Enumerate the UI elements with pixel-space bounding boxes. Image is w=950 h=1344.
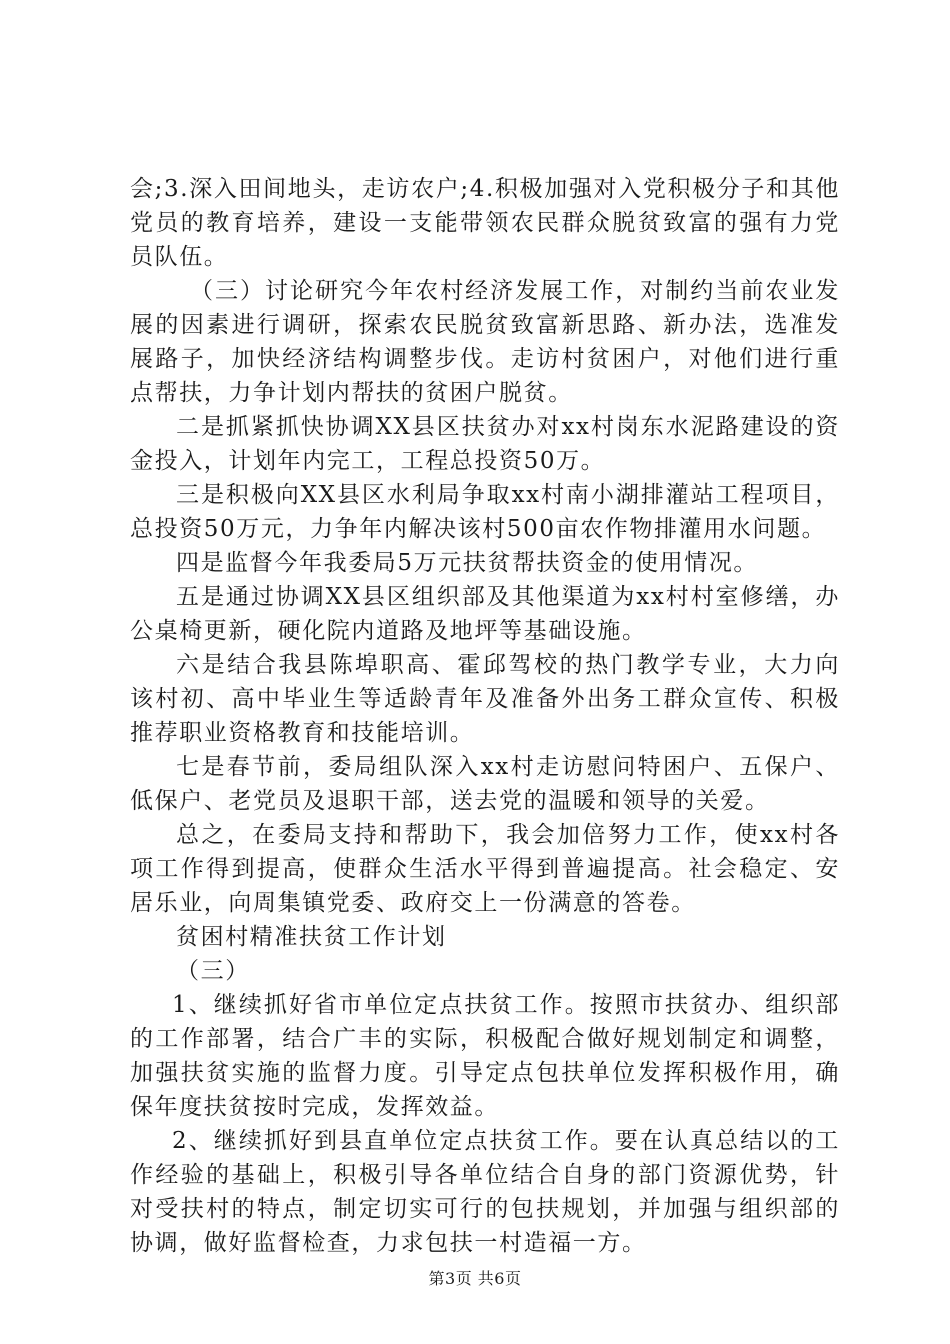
paragraph-section-three: （三）讨论研究今年农村经济发展工作，对制约当前农业发展的因素进行调研，探索农民脱贫致富新思路、新办法，选准发展路子，加快经济结构调整步伐。走访村贫困户，对他们进行重点帮扶，力争计划内帮扶的贫困户脱贫。 bbox=[130, 278, 840, 406]
paragraph-summary: 总之，在委局支持和帮助下，我会加倍努力工作，使xx村各项工作得到提高，使群众生活水平得到普遍提高。社会稳定、安居乐业，向周集镇党委、政府交上一份满意的答卷。 bbox=[130, 822, 840, 916]
paragraph-item-four: 四是监督今年我委局5万元扶贫帮扶资金的使用情况。 bbox=[176, 550, 759, 576]
paragraph-item-three: 三是积极向XX县区水利局争取xx村南小湖排灌站工程项目，总投资50万元，力争年内解决该村500亩农作物排灌用水问题。 bbox=[130, 482, 840, 542]
paragraph-point-one: 1、继续抓好省市单位定点扶贫工作。按照市扶贫办、组织部的工作部署，结合广丰的实际，积极配合做好规划制定和调整，加强扶贫实施的监督力度。引导定点包扶单位发挥积极作用，确保年度扶贫按时完成，发挥效益。 bbox=[130, 992, 840, 1120]
section-number: （三） bbox=[176, 958, 250, 984]
paragraph-point-two: 2、继续抓好到县直单位定点扶贫工作。要在认真总结以的工作经验的基础上，积极引导各单位结合自身的部门资源优势，针对受扶村的特点，制定切实可行的包扶规划，并加强与组织部的协调，做好监督检查，力求包扶一村造福一方。 bbox=[130, 1128, 840, 1256]
page-footer: 第3页 共6页 bbox=[428, 1269, 522, 1288]
paragraph-continuation: 会;3.深入田间地头，走访农户;4.积极加强对入党积极分子和其他党员的教育培养，建设一支能带领农民群众脱贫致富的强有力党员队伍。 bbox=[130, 176, 840, 270]
paragraph-item-two: 二是抓紧抓快协调XX县区扶贫办对xx村岗东水泥路建设的资金投入，计划年内完工，工程总投资50万。 bbox=[130, 414, 840, 474]
section-heading: 贫困村精准扶贫工作计划 bbox=[176, 924, 447, 950]
document-body bbox=[130, 172, 840, 1260]
paragraph-item-five: 五是通过协调XX县区组织部及其他渠道为xx村村室修缮，办公桌椅更新，硬化院内道路及地坪等基础设施。 bbox=[130, 584, 840, 644]
paragraph-item-seven: 七是春节前，委局组队深入xx村走访慰问特困户、五保户、低保户、老党员及退职干部，送去党的温暖和领导的关爱。 bbox=[130, 754, 840, 814]
paragraph-item-six: 六是结合我县陈埠职高、霍邱驾校的热门教学专业，大力向该村初、高中毕业生等适龄青年及准备外出务工群众宣传、积极推荐职业资格教育和技能培训。 bbox=[130, 652, 840, 746]
